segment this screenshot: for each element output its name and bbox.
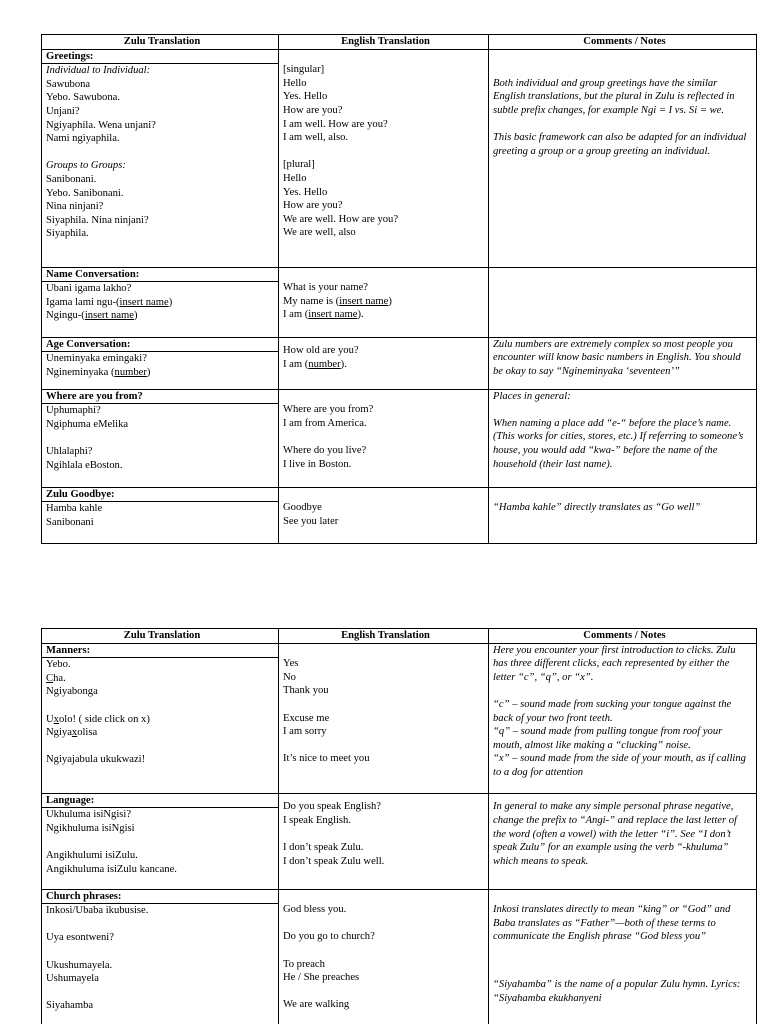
name-notes-cell bbox=[489, 267, 757, 337]
age-english-cell bbox=[279, 337, 489, 389]
english-phrase: Where are you from? bbox=[283, 404, 374, 416]
english-phrase: Thank you bbox=[283, 685, 329, 697]
zulu-phrase: Uhlalaphi? bbox=[46, 445, 93, 457]
zulu-phrase: Ngiphuma eMelika bbox=[46, 418, 129, 430]
manners-zulu-cell bbox=[42, 643, 279, 793]
english-phrase: I don’t speak Zulu well. bbox=[283, 855, 385, 867]
greetings-english-cell bbox=[279, 49, 489, 267]
english-phrase: See you later bbox=[283, 515, 339, 527]
language-zulu-cell bbox=[42, 793, 279, 889]
language-english-cell bbox=[279, 793, 489, 889]
subheading-groups: Groups to Groups: bbox=[46, 160, 126, 172]
english-phrase: We are walking bbox=[283, 999, 350, 1011]
from-notes-cell bbox=[489, 389, 757, 487]
zulu-phrase: Angikhuluma isiZulu kancane. bbox=[46, 863, 177, 875]
note-text: Inkosi translates directly to mean “king” or “God” and Baba translates as “Father”—both of these terms to communicate the English phrase “God bless you” bbox=[493, 904, 731, 943]
english-phrase: It’s nice to meet you bbox=[283, 753, 370, 765]
note-text: When naming a place add “e-“ before the place’s name. (This works for cities, stores, etc.) If referring to someone’s house, you would add “kwa-” before the name of the household (their last name). bbox=[493, 417, 744, 470]
header-comments: Comments / Notes bbox=[489, 629, 757, 644]
zulu-phrase: Uxolo! ( side click on x) bbox=[46, 713, 150, 725]
english-phrase: How are you? bbox=[283, 200, 343, 212]
note-text: In general to make any simple personal phrase negative, change the prefix to “Angi-” and replace the last letter of the word (often a vowel) with the letter “i”. See “I don’t speak Zulu” for an example using the verb “-khuluma” which means to speak. bbox=[493, 801, 738, 867]
phrase-table-2 bbox=[41, 628, 757, 1024]
church-english-cell bbox=[279, 889, 489, 1024]
section-title-goodbye: Zulu Goodbye: bbox=[46, 488, 115, 500]
subheading-individual: Individual to Individual: bbox=[46, 65, 151, 77]
manners-english-cell bbox=[279, 643, 489, 793]
note-text: This basic framework can also be adapted for an individual greeting a group or a group greeting an individual. bbox=[493, 132, 747, 157]
english-phrase: Goodbye bbox=[283, 502, 322, 514]
english-phrase: Excuse me bbox=[283, 712, 330, 724]
zulu-phrase: Ushumayela bbox=[46, 973, 99, 985]
english-phrase: I am well. How are you? bbox=[283, 118, 388, 130]
church-notes-cell bbox=[489, 889, 757, 1024]
from-english-cell bbox=[279, 389, 489, 487]
english-phrase: God bless you. bbox=[283, 904, 347, 916]
english-phrase: I am (insert name). bbox=[283, 309, 364, 321]
zulu-phrase: Siyaphila. Nina ninjani? bbox=[46, 214, 149, 226]
english-phrase: We are well. How are you? bbox=[283, 213, 399, 225]
english-phrase: He / She preaches bbox=[283, 972, 360, 984]
english-phrase: Yes. Hello bbox=[283, 91, 328, 103]
header-zulu: Zulu Translation bbox=[42, 35, 279, 50]
english-phrase: My name is (insert name) bbox=[283, 295, 392, 307]
church-zulu-cell bbox=[42, 889, 279, 1024]
zulu-phrase: Sawubona bbox=[46, 78, 91, 90]
zulu-phrase: Ngineminyaka (number) bbox=[46, 366, 151, 378]
zulu-phrase: Siyahamba bbox=[46, 1000, 94, 1012]
goodbye-row bbox=[42, 487, 757, 543]
language-notes-cell bbox=[489, 793, 757, 889]
age-row bbox=[42, 337, 757, 389]
zulu-phrase: Ngingu-(insert name) bbox=[46, 310, 138, 322]
zulu-phrase: Ngihlala eBoston. bbox=[46, 459, 123, 471]
table-header-row bbox=[42, 629, 757, 644]
goodbye-english-cell bbox=[279, 487, 489, 543]
zulu-phrase: Uya esontweni? bbox=[46, 932, 114, 944]
english-phrase: I don’t speak Zulu. bbox=[283, 842, 364, 854]
english-phrase: What is your name? bbox=[283, 282, 369, 294]
zulu-phrase: Ukushumayela. bbox=[46, 959, 113, 971]
zulu-phrase: Uneminyaka emingaki? bbox=[46, 353, 147, 365]
zulu-phrase: Ukhuluma isiNgisi? bbox=[46, 809, 132, 821]
zulu-phrase: Cha. bbox=[46, 672, 66, 684]
english-phrase: I am well, also. bbox=[283, 132, 349, 144]
zulu-phrase: Sanibonani. bbox=[46, 173, 97, 185]
zulu-phrase: Hamba kahle bbox=[46, 503, 103, 515]
zulu-phrase: Ngiyajabula ukukwazi! bbox=[46, 754, 146, 766]
header-comments: Comments / Notes bbox=[489, 35, 757, 50]
zulu-phrase: Nina ninjani? bbox=[46, 201, 104, 213]
note-text: “Hamba kahle” directly translates as “Go well” bbox=[493, 502, 701, 514]
english-phrase: Hello bbox=[283, 77, 307, 89]
name-row bbox=[42, 267, 757, 337]
church-row bbox=[42, 889, 757, 1024]
zulu-phrase: Ngikhuluma isiNgisi bbox=[46, 822, 135, 834]
zulu-phrase: Angikhulumi isiZulu. bbox=[46, 849, 138, 861]
zulu-phrase: Yebo. Sanibonani. bbox=[46, 187, 124, 199]
zulu-phrase: Yebo. bbox=[46, 659, 71, 671]
english-phrase: To preach bbox=[283, 958, 325, 970]
zulu-phrase: Uphumaphi? bbox=[46, 405, 101, 417]
zulu-phrase: Nami ngiyaphila. bbox=[46, 133, 120, 145]
section-title-manners: Manners: bbox=[46, 644, 91, 656]
zulu-phrase: Ngiyaphila. Wena unjani? bbox=[46, 119, 156, 131]
note-text: “Siyahamba” is the name of a popular Zulu hymn. Lyrics: “Siyahamba ekukhanyeni bbox=[493, 978, 741, 1004]
english-phrase: Hello bbox=[283, 172, 307, 184]
header-english: English Translation bbox=[279, 629, 489, 644]
note-text: “c” – sound made from sucking your tongue against the back of your two front teeth. bbox=[493, 698, 732, 724]
english-phrase: I speak English. bbox=[283, 814, 351, 826]
greetings-row bbox=[42, 49, 757, 267]
english-phrase: Where do you live? bbox=[283, 444, 367, 456]
english-phrase: I live in Boston. bbox=[283, 458, 352, 470]
manners-row bbox=[42, 643, 757, 793]
age-notes-cell bbox=[489, 337, 757, 389]
zulu-phrase: Inkosi/Ubaba ikubusise. bbox=[46, 905, 149, 917]
zulu-phrase: Yebo. Sawubona. bbox=[46, 92, 120, 104]
from-zulu-cell bbox=[42, 389, 279, 487]
section-title-from: Where are you from? bbox=[46, 390, 143, 402]
english-tag-plural: [plural] bbox=[283, 159, 315, 171]
english-phrase: Do you go to church? bbox=[283, 931, 375, 943]
greetings-zulu-cell bbox=[42, 49, 279, 267]
section-title-age: Age Conversation: bbox=[46, 338, 131, 350]
section-title-church: Church phrases: bbox=[46, 890, 122, 902]
manners-notes-cell bbox=[489, 643, 757, 793]
goodbye-zulu-cell bbox=[42, 487, 279, 543]
language-row bbox=[42, 793, 757, 889]
note-text: Zulu numbers are extremely complex so most people you encounter will know basic numbers in English. You should be okay to say “Ngineminyaka ‘seventeen’” bbox=[493, 338, 741, 377]
zulu-phrase: Sanibonani bbox=[46, 516, 94, 528]
zulu-phrase: Ngiyabonga bbox=[46, 686, 98, 698]
english-tag-singular: [singular] bbox=[283, 64, 325, 76]
english-phrase: I am (number). bbox=[283, 358, 347, 370]
section-title-language: Language: bbox=[46, 794, 95, 806]
name-zulu-cell bbox=[42, 267, 279, 337]
english-phrase: How are you? bbox=[283, 104, 343, 116]
zulu-phrase: Ubani igama lakho? bbox=[46, 283, 132, 295]
name-english-cell bbox=[279, 267, 489, 337]
from-row bbox=[42, 389, 757, 487]
header-zulu: Zulu Translation bbox=[42, 629, 279, 644]
english-phrase: Yes bbox=[283, 658, 299, 670]
phrase-table-1 bbox=[41, 34, 757, 544]
section-title-name: Name Conversation: bbox=[46, 268, 140, 280]
header-english: English Translation bbox=[279, 35, 489, 50]
table-header-row bbox=[42, 35, 757, 50]
zulu-phrase: Igama lami ngu-(insert name) bbox=[46, 296, 173, 308]
english-phrase: I am from America. bbox=[283, 417, 367, 429]
english-phrase: Yes. Hello bbox=[283, 186, 328, 198]
english-phrase: We are well, also bbox=[283, 227, 356, 239]
zulu-phrase: Siyaphila. bbox=[46, 228, 89, 240]
greetings-notes-cell bbox=[489, 49, 757, 267]
note-text: Here you encounter your first introduction to clicks. Zulu has three different clicks, each represented by either the letter “c”, “q”, or “x”. bbox=[493, 644, 736, 683]
zulu-phrase: Ngiyaxolisa bbox=[46, 727, 98, 739]
note-text: Both individual and group greetings have the similar English translations, but the plural in Zulu is reflected in subtle prefix changes, for example Ngi = I vs. Si = we. bbox=[493, 77, 735, 116]
zulu-phrase: Unjani? bbox=[46, 105, 80, 117]
english-phrase: No bbox=[283, 671, 296, 683]
english-phrase: I am sorry bbox=[283, 726, 327, 738]
english-phrase: Do you speak English? bbox=[283, 801, 381, 813]
note-text: “q” – sound made from pulling tongue from roof your mouth, almost like making a “clucking” noise. bbox=[493, 726, 723, 751]
note-text: Places in general: bbox=[493, 390, 571, 402]
goodbye-notes-cell bbox=[489, 487, 757, 543]
age-zulu-cell bbox=[42, 337, 279, 389]
english-phrase: How old are you? bbox=[283, 345, 359, 357]
note-text: “x” – sound made from the side of your mouth, as if calling to a dog for attention bbox=[493, 753, 746, 778]
section-title-greetings: Greetings: bbox=[46, 50, 94, 62]
